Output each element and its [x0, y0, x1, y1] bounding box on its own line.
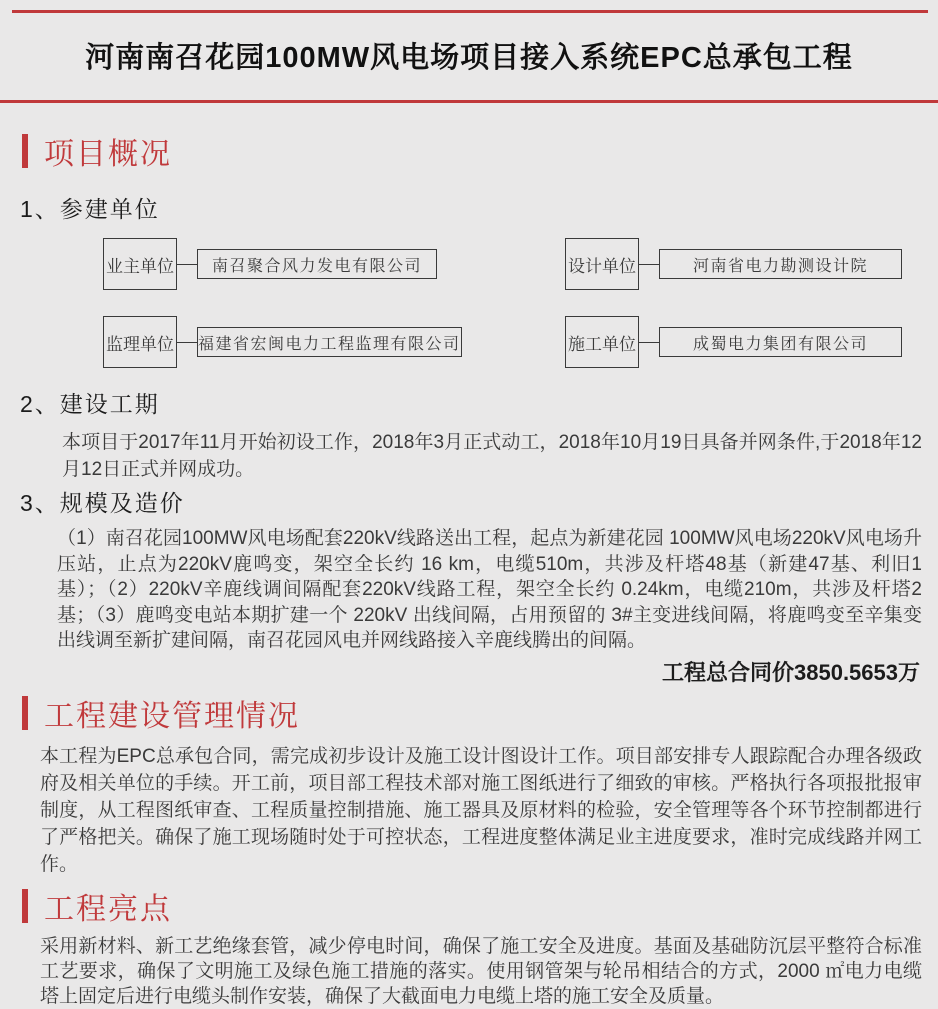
- unit-name-box: 福建省宏闽电力工程监理有限公司: [197, 327, 462, 357]
- unit-connector-line: [177, 264, 197, 265]
- section-overview-label: 项目概况: [44, 138, 172, 171]
- unit-role-box: 业主单位: [103, 238, 177, 290]
- section-accent-bar-icon: [22, 696, 28, 730]
- section-highlights-label: 工程亮点: [44, 892, 172, 926]
- participants-heading: 1、参建单位: [20, 196, 160, 222]
- section-highlights-heading: [22, 884, 938, 928]
- page-title: 河南南召花园100MW风电场项目接入系统EPC总承包工程: [85, 42, 853, 74]
- section-accent-bar-icon: [22, 134, 28, 168]
- scale-paragraph: （1）南召花园100MW风电场配套220kV线路送出工程，起点为新建花园 100MW风电场220kV风电场升压站，止点为220kV鹿鸣变，架空全长约 16 km，电缆510m，共涉及杆塔48基（新建47基、利旧1基）；（2）220kV辛鹿线调间隔配套220kV线路工程，架空全长约 0.24km，电缆210m，共涉及杆塔2基；（3）鹿鸣变电站本期扩建一个 220kV 出线间隔，占用预留的 3#主变进线间隔，将鹿鸣变至辛集变出线调至新扩建间隔，南召花园风电并网线路接入辛鹿线腾出的间隔。: [57, 528, 922, 651]
- unit-role-box: 设计单位: [565, 238, 639, 290]
- period-paragraph: 本项目于2017年11月开始初设工作，2018年3月正式动工，2018年10月19日具备并网条件,于2018年12月12日正式并网成功。: [62, 432, 922, 480]
- unit-role-box: 施工单位: [565, 316, 639, 368]
- total-contract-price: 工程总合同价3850.5653万: [662, 659, 920, 685]
- unit-connector-line: [639, 342, 659, 343]
- period-heading: 2、建设工期: [20, 391, 160, 417]
- participants-diagram: [103, 238, 938, 368]
- highlights-paragraph: 采用新材料、新工艺绝缘套管，减少停电时间，确保了施工安全及进度。基面及基础防沉层平整符合标准工艺要求，确保了文明施工及绿色施工措施的落实。使用钢管架与轮吊相结合的方式，2000 ㎡电力电缆塔上固定后进行电缆头制作安装，确保了大截面电力电缆上塔的施工安全及质量。: [40, 935, 922, 1007]
- participant-unit: [103, 238, 437, 290]
- unit-name-box: 河南省电力勘测设计院: [659, 249, 902, 279]
- section-management-label: 工程建设管理情况: [44, 699, 300, 733]
- title-rule-bottom: [0, 100, 938, 103]
- unit-name-box: 南召聚合风力发电有限公司: [197, 249, 437, 279]
- unit-name-box: 成蜀电力集团有限公司: [659, 327, 902, 357]
- management-paragraph: 本工程为EPC总承包合同，需完成初步设计及施工设计图设计工作。项目部安排专人跟踪配合办理各级政府及相关单位的手续。开工前，项目部工程技术部对施工图纸进行了细致的审核。严格执行各项报批报审制度，从工程图纸审查、工程质量控制措施、施工器具及原材料的检验，安全管理等各个环节控制都进行了严格把关。确保了施工现场随时处于可控状态，工程进度整体满足业主进度要求，准时完成线路并网工作。: [40, 745, 922, 875]
- unit-connector-line: [639, 264, 659, 265]
- participant-unit: [103, 316, 461, 368]
- section-management-heading: [22, 691, 938, 735]
- section-accent-bar-icon: [22, 889, 28, 923]
- unit-role-box: 监理单位: [103, 316, 177, 368]
- participant-unit: [565, 316, 902, 368]
- scale-heading: 3、规模及造价: [20, 490, 185, 516]
- unit-connector-line: [177, 342, 197, 343]
- section-overview-heading: [22, 129, 938, 173]
- participant-unit: [565, 238, 902, 290]
